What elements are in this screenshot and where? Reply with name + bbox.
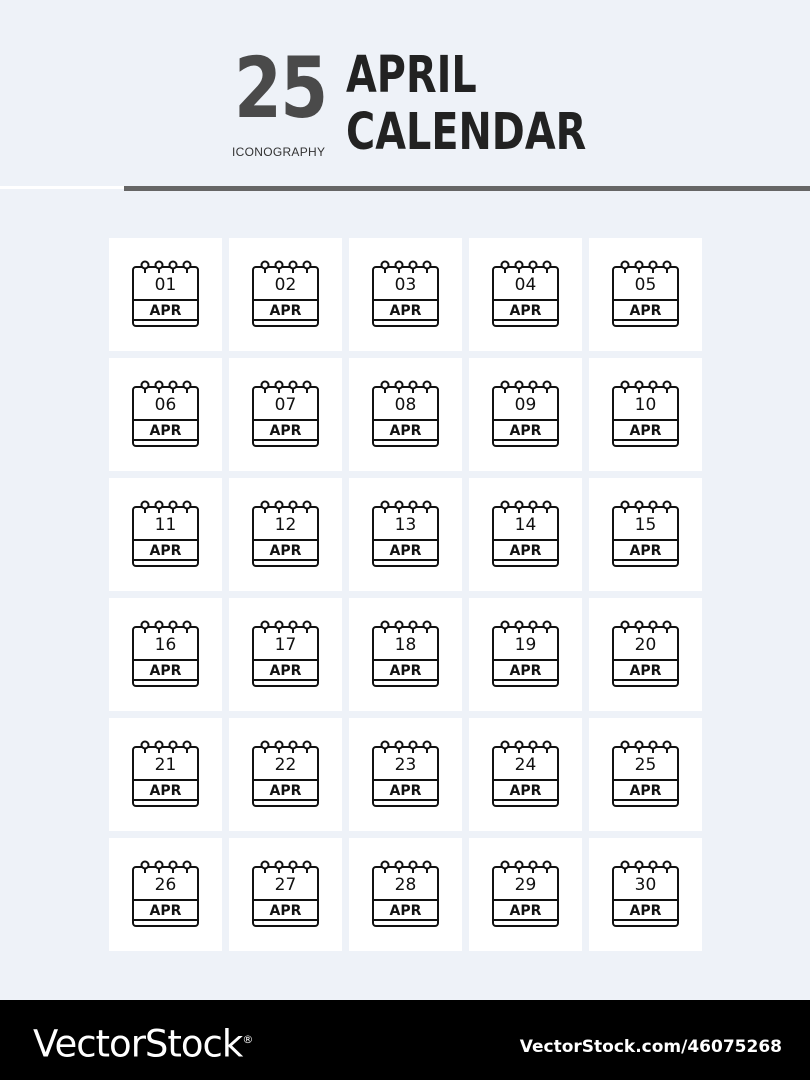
calendar-day: 22 <box>274 755 297 775</box>
calendar-tile <box>589 838 702 951</box>
calendar-tile <box>229 238 342 351</box>
calendar-day: 08 <box>394 395 417 415</box>
calendar-tile <box>229 718 342 831</box>
calendar-day: 18 <box>394 635 417 655</box>
calendar-tile <box>469 838 582 951</box>
calendar-tile <box>349 598 462 711</box>
calendar-tile <box>229 838 342 951</box>
calendar-day: 13 <box>394 515 417 535</box>
calendar-day: 06 <box>154 395 177 415</box>
calendar-month: APR <box>269 543 302 559</box>
calendar-tile <box>589 598 702 711</box>
header-subtitle: ICONOGRAPHY <box>232 145 326 159</box>
calendar-month: APR <box>149 783 182 799</box>
calendar-day: 26 <box>154 875 177 895</box>
calendar-tile <box>469 478 582 591</box>
icon-grid <box>109 238 702 951</box>
calendar-day: 30 <box>634 875 657 895</box>
calendar-tile <box>349 358 462 471</box>
calendar-day: 23 <box>394 755 417 775</box>
calendar-month: APR <box>269 303 302 319</box>
calendar-tile <box>229 478 342 591</box>
calendar-month: APR <box>389 903 422 919</box>
calendar-day: 12 <box>274 515 297 535</box>
calendar-day: 04 <box>514 275 537 295</box>
calendar-month: APR <box>149 543 182 559</box>
calendar-day: 02 <box>274 275 297 295</box>
calendar-month: APR <box>629 663 662 679</box>
calendar-day: 17 <box>274 635 297 655</box>
calendar-month: APR <box>509 543 542 559</box>
calendar-month: APR <box>149 903 182 919</box>
calendar-month: APR <box>629 543 662 559</box>
calendar-month: APR <box>149 303 182 319</box>
calendar-day: 24 <box>514 755 537 775</box>
calendar-tile <box>109 718 222 831</box>
calendar-tile <box>589 358 702 471</box>
calendar-tile <box>349 838 462 951</box>
calendar-day: 09 <box>514 395 537 415</box>
calendar-day: 21 <box>154 755 177 775</box>
calendar-tile <box>109 238 222 351</box>
calendar-tile <box>229 598 342 711</box>
calendar-day: 03 <box>394 275 417 295</box>
calendar-month: APR <box>389 783 422 799</box>
calendar-tile <box>109 478 222 591</box>
calendar-day: 15 <box>634 515 657 535</box>
calendar-month: APR <box>389 303 422 319</box>
calendar-day: 07 <box>274 395 297 415</box>
calendar-month: APR <box>509 663 542 679</box>
calendar-day: 27 <box>274 875 297 895</box>
calendar-day: 16 <box>154 635 177 655</box>
calendar-tile <box>229 358 342 471</box>
calendar-month: APR <box>509 903 542 919</box>
calendar-day: 28 <box>394 875 417 895</box>
calendar-month: APR <box>509 783 542 799</box>
header-title-line-2: CALENDAR <box>346 103 587 162</box>
calendar-tile <box>349 478 462 591</box>
header <box>0 0 810 190</box>
calendar-day: 10 <box>634 395 657 415</box>
divider-left <box>0 186 124 189</box>
calendar-tile <box>469 238 582 351</box>
calendar-month: APR <box>629 783 662 799</box>
header-number: 25 <box>234 39 327 137</box>
brand-mark: ® <box>242 1033 253 1046</box>
calendar-tile <box>469 718 582 831</box>
header-title-line-1: APRIL <box>346 46 477 105</box>
calendar-month: APR <box>629 423 662 439</box>
calendar-tile <box>589 478 702 591</box>
calendar-month: APR <box>149 663 182 679</box>
calendar-month: APR <box>389 663 422 679</box>
calendar-month: APR <box>629 903 662 919</box>
calendar-month: APR <box>389 543 422 559</box>
calendar-tile <box>349 238 462 351</box>
calendar-day: 14 <box>514 515 537 535</box>
calendar-tile <box>589 718 702 831</box>
calendar-tile <box>469 358 582 471</box>
calendar-day: 19 <box>514 635 537 655</box>
calendar-month: APR <box>269 903 302 919</box>
calendar-month: APR <box>269 423 302 439</box>
calendar-month: APR <box>509 303 542 319</box>
calendar-tile <box>469 598 582 711</box>
calendar-tile <box>109 358 222 471</box>
calendar-day: 29 <box>514 875 537 895</box>
calendar-tile <box>349 718 462 831</box>
calendar-day: 05 <box>634 275 657 295</box>
calendar-day: 01 <box>154 275 177 295</box>
brand-logo <box>33 1018 252 1066</box>
calendar-tile <box>109 598 222 711</box>
calendar-tile <box>589 238 702 351</box>
calendar-month: APR <box>149 423 182 439</box>
calendar-tile <box>109 838 222 951</box>
stock-id: VectorStock.com/46075268 <box>519 1037 782 1057</box>
calendar-month: APR <box>389 423 422 439</box>
footer <box>0 1000 810 1080</box>
calendar-day: 20 <box>634 635 657 655</box>
calendar-day: 11 <box>154 515 177 535</box>
calendar-day: 25 <box>634 755 657 775</box>
divider <box>124 186 810 191</box>
calendar-month: APR <box>269 663 302 679</box>
brand-name: VectorStock <box>33 1022 243 1066</box>
calendar-month: APR <box>269 783 302 799</box>
calendar-month: APR <box>509 423 542 439</box>
calendar-month: APR <box>629 303 662 319</box>
